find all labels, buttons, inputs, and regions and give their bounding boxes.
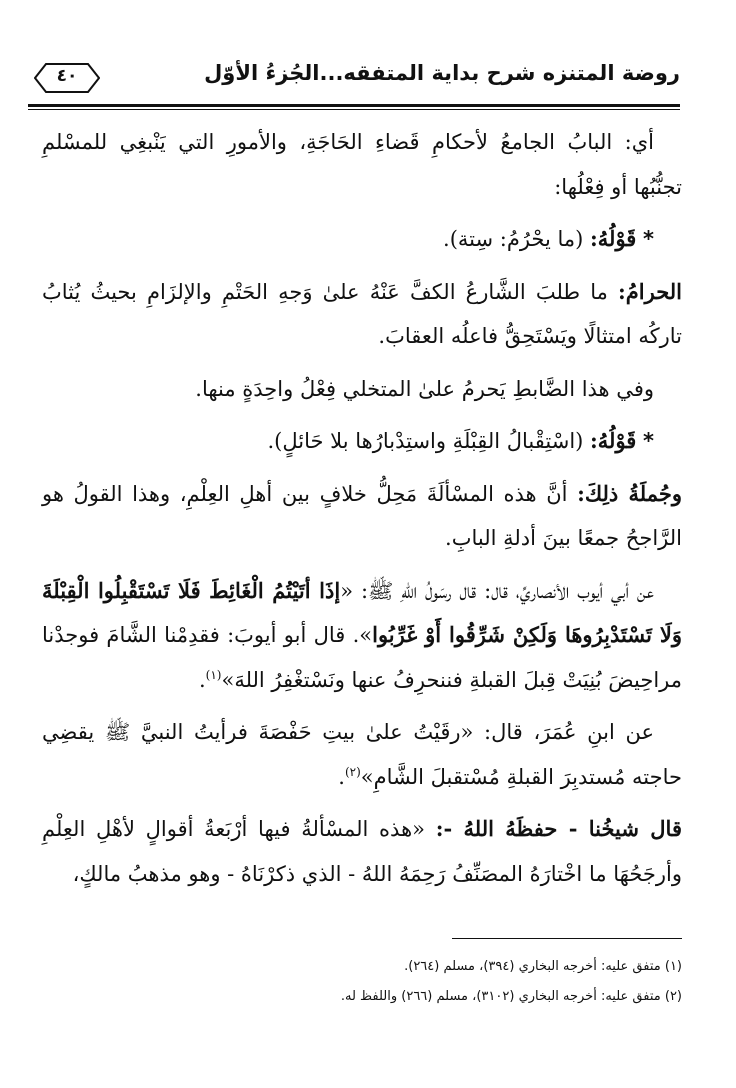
star-marker: * [643, 429, 654, 453]
page-number-badge [34, 63, 100, 93]
paragraph-1-text: أي: البابُ الجامعُ لأحكامِ قَضاءِ الحَاجَةِ، والأمورِ التي يَنْبغِي للمسْلمِ تجنُّبُها أو فِعْلُها: [42, 130, 682, 199]
paragraph-9-text: «هذه المسْألةُ فيها أرْبَعةُ أقوالٍ لأهْلِ العِلْمِ وأرجَحُهَا ما اخْتارَهُ المصَنِّفُ رَحِمَهُ اللهُ - الذي ذكرْنَاهُ - وهو مذهبُ مالكٍ، [42, 817, 682, 886]
paragraph-2-label: قَوْلُهُ: [590, 226, 637, 251]
paragraph-5-label: قَوْلُهُ: [590, 428, 637, 453]
hadith-text: إذَا أتَيْتُمُ الْغَائِطَ فَلَا تَسْتَقْبِلُوا الْقِبْلَةَ وَلَا تَسْتَدْبِرُوهَا وَلَكِنْ شَرِّقُوا أَوْ غَرِّبُوا [42, 577, 682, 647]
footnote-1: (١) متفق عليه: أخرجه البخاري (٣٩٤)، مسلم (٢٦٤). [404, 959, 682, 974]
paragraph-7: عن أبي أيوب الأنصاريِّ، قال: قال رسَولُ اللهِ ﷺ: «إذَا أتَيْتُمُ الْغَائِطَ فَلَا تَسْتَقْبِلُوا الْقِبْلَةَ وَلَا تَسْتَدْبِرُوهَا وَلَكِنْ شَرِّقُوا أَوْ غَرِّبُوا». قال أبو أيوبَ: فقدِمْنا الشَّامَ فوجدْنا مراحِيضَ بُنِيَتْ قِبلَ القبلةِ فننحرِفُ عنها ونَسْتغْفِرُ اللهَ»$^{(١)}$. [42, 577, 682, 692]
paragraph-9 [42, 807, 682, 896]
footnote-ref-1: (١) [205, 667, 222, 682]
paragraph-5-text: (اسْتِقْبالُ القِبْلَةِ واستِدْبارُها بلا حَائلٍ). [267, 429, 584, 453]
paragraph-6-label: وجُملَةُ ذلِكَ: [577, 480, 682, 506]
paragraph-1 [42, 120, 682, 209]
paragraph-5 [42, 419, 682, 464]
paragraph-7-intro: عن أبي أيوب الأنصاريِّ، قال: قال رسَولُ اللهِ ﷺ: « [340, 578, 654, 603]
paragraph-6 [42, 472, 682, 561]
star-marker: * [643, 227, 654, 251]
page-number: ٤٠ [56, 66, 78, 86]
paragraph-2 [42, 217, 682, 262]
header-rule [28, 104, 680, 107]
paragraph-2-text: (ما يحْرُمُ: سِتة). [443, 227, 584, 251]
paragraph-3 [42, 270, 682, 359]
header-rule-thin [28, 109, 680, 110]
paragraph-3-text: ما طلبَ الشَّارعُ الكفَّ عَنْهُ علىٰ وَجهِ الحَتْمِ والإلزَامِ بحيثُ يُثابُ تاركُه امتثالًا ويَسْتَحِقُّ فاعلُه العقابَ. [42, 279, 682, 348]
footnote-ref-2: (٢) [344, 764, 361, 779]
page-header [28, 55, 680, 103]
paragraph-6-text: أنَّ هذه المسْألَةَ مَحِلُّ خلافٍ بين أهلِ العِلْمِ، وهذا القولُ هو الرَّاجحُ جمعًا بينَ أدلةِ البابِ. [42, 481, 682, 550]
paragraph-8: عن ابنِ عُمَرَ، قال: «رقَيْتُ علىٰ بيتِ حَفْصَةَ فرأيتُ النبيَّ ﷺ يقضِي حاجته مُستدبِرَ القبلةِ مُسْتقبلَ الشَّامِ»$^{(٢)}$. [42, 720, 682, 789]
paragraph-8-text: عن ابنِ عُمَرَ، قال: «رقَيْتُ علىٰ بيتِ حَفْصَةَ فرأيتُ النبيَّ ﷺ يقضِي حاجته مُستدبِرَ القبلةِ مُسْتقبلَ الشَّامِ» [42, 720, 682, 789]
footnote-2: (٢) متفق عليه: أخرجه البخاري (٣١٠٢)، مسلم (٢٦٦) واللفظ له. [340, 989, 682, 1004]
paragraph-4 [42, 367, 682, 412]
paragraph-9-label: قال شيخُنا - حفظَهُ اللهُ -: [435, 816, 682, 841]
running-title: روضة المتنزه شرح بداية المتفقه...الجُزءُ الأوّل [204, 61, 680, 85]
main-text [42, 120, 682, 904]
paragraph-4-text: وفي هذا الضَّابطِ يَحرمُ علىٰ المتخلي فِعْلُ واحِدَةٍ منها. [195, 376, 654, 401]
footnote-separator [452, 938, 682, 939]
footnotes [62, 952, 682, 1012]
paragraph-3-label: الحرامُ: [618, 278, 682, 304]
paragraph-7-rest: ». قال أبو أيوبَ: فقدِمْنا الشَّامَ فوجدْنا مراحِيضَ بُنِيَتْ قِبلَ القبلةِ فننحرِفُ عنها ونَسْتغْفِرُ اللهَ» [42, 623, 682, 692]
